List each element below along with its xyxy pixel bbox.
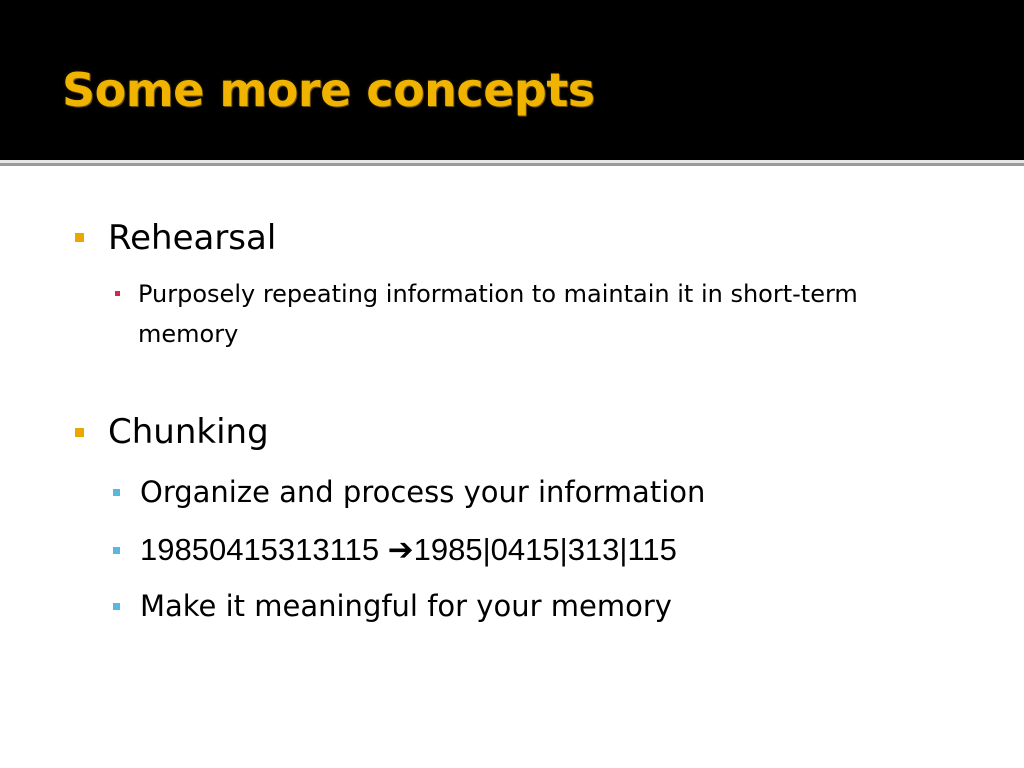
sub-bullet-organize: Organize and process your information — [140, 475, 706, 509]
sub-bullet-square-icon — [115, 291, 120, 296]
sub-bullet-square-icon — [113, 603, 120, 610]
sub-bullet-square-icon — [113, 489, 120, 496]
sub-bullet-rehearsal-definition: Purposely repeating information to maintain it in short-term memory — [138, 280, 858, 348]
bullet-chunking: Chunking — [108, 412, 269, 452]
slide-title: Some more concepts — [62, 63, 595, 117]
bullet-square-icon — [75, 233, 84, 242]
bullet-square-icon — [75, 428, 84, 437]
sub-bullet-square-icon — [113, 547, 120, 554]
sub-bullet-meaningful: Make it meaningful for your memory — [140, 589, 672, 623]
bullet-rehearsal: Rehearsal — [108, 218, 277, 258]
sub-bullet-number-example: 19850415313115 ➔1985|0415|313|115 — [140, 532, 677, 567]
